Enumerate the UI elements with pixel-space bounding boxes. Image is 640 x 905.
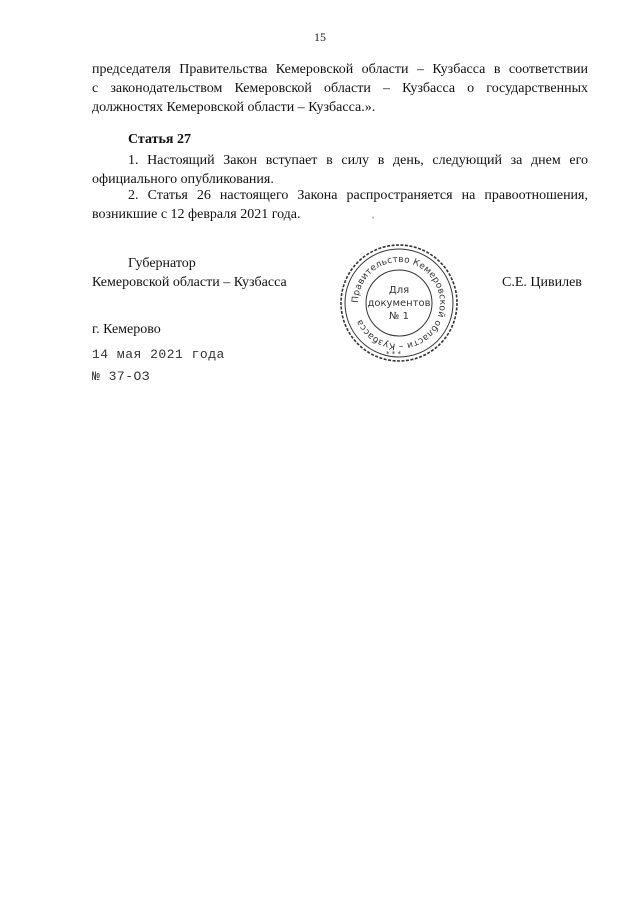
article-heading: Статья 27 <box>128 132 191 147</box>
article-item-1-line-2: официального опубликования. <box>92 172 274 187</box>
seal-stars: * * * <box>386 350 401 358</box>
article-item-1 <box>92 151 588 189</box>
article-item-2-line-1: 2. Статья 26 настоящего Закона распространяется на правоотношения, <box>128 188 588 203</box>
signature-position-line-1: Губернатор <box>128 256 196 271</box>
article-item-1-line-1: 1. Настоящий Закон вступает в силу в день, следующий за днем его <box>128 153 588 168</box>
intro-line-2: с законодательством Кемеровской области – Кузбасса о государственных <box>92 81 588 96</box>
seal-ring-text: Правительство Кемеровской области – Кузбасса <box>350 254 448 352</box>
footer-law-number: № 37-ОЗ <box>92 369 151 384</box>
footer-city: г. Кемерово <box>92 322 161 337</box>
seal-center-line-2: документов <box>367 298 431 309</box>
signature-name: С.Е. Цивилев <box>502 275 582 290</box>
footer-date: 14 мая 2021 года <box>92 347 225 362</box>
page-number: 15 <box>314 30 326 44</box>
intro-line-3: должностях Кемеровской области – Кузбасса.». <box>92 100 376 115</box>
seal-center-line-1: Для <box>388 285 410 296</box>
signature-position-line-2: Кемеровской области – Кузбасса <box>92 275 287 290</box>
intro-line-1: председателя Правительства Кемеровской области – Кузбасса в соответствии <box>92 62 588 77</box>
article-item-2 <box>92 186 588 224</box>
ink-speck: ˌ <box>371 205 375 219</box>
seal-center-line-3: № 1 <box>389 311 409 322</box>
intro-paragraph <box>92 60 588 117</box>
article-item-2-line-2: возникшие с 12 февраля 2021 года. <box>92 207 301 222</box>
official-seal <box>334 238 464 368</box>
